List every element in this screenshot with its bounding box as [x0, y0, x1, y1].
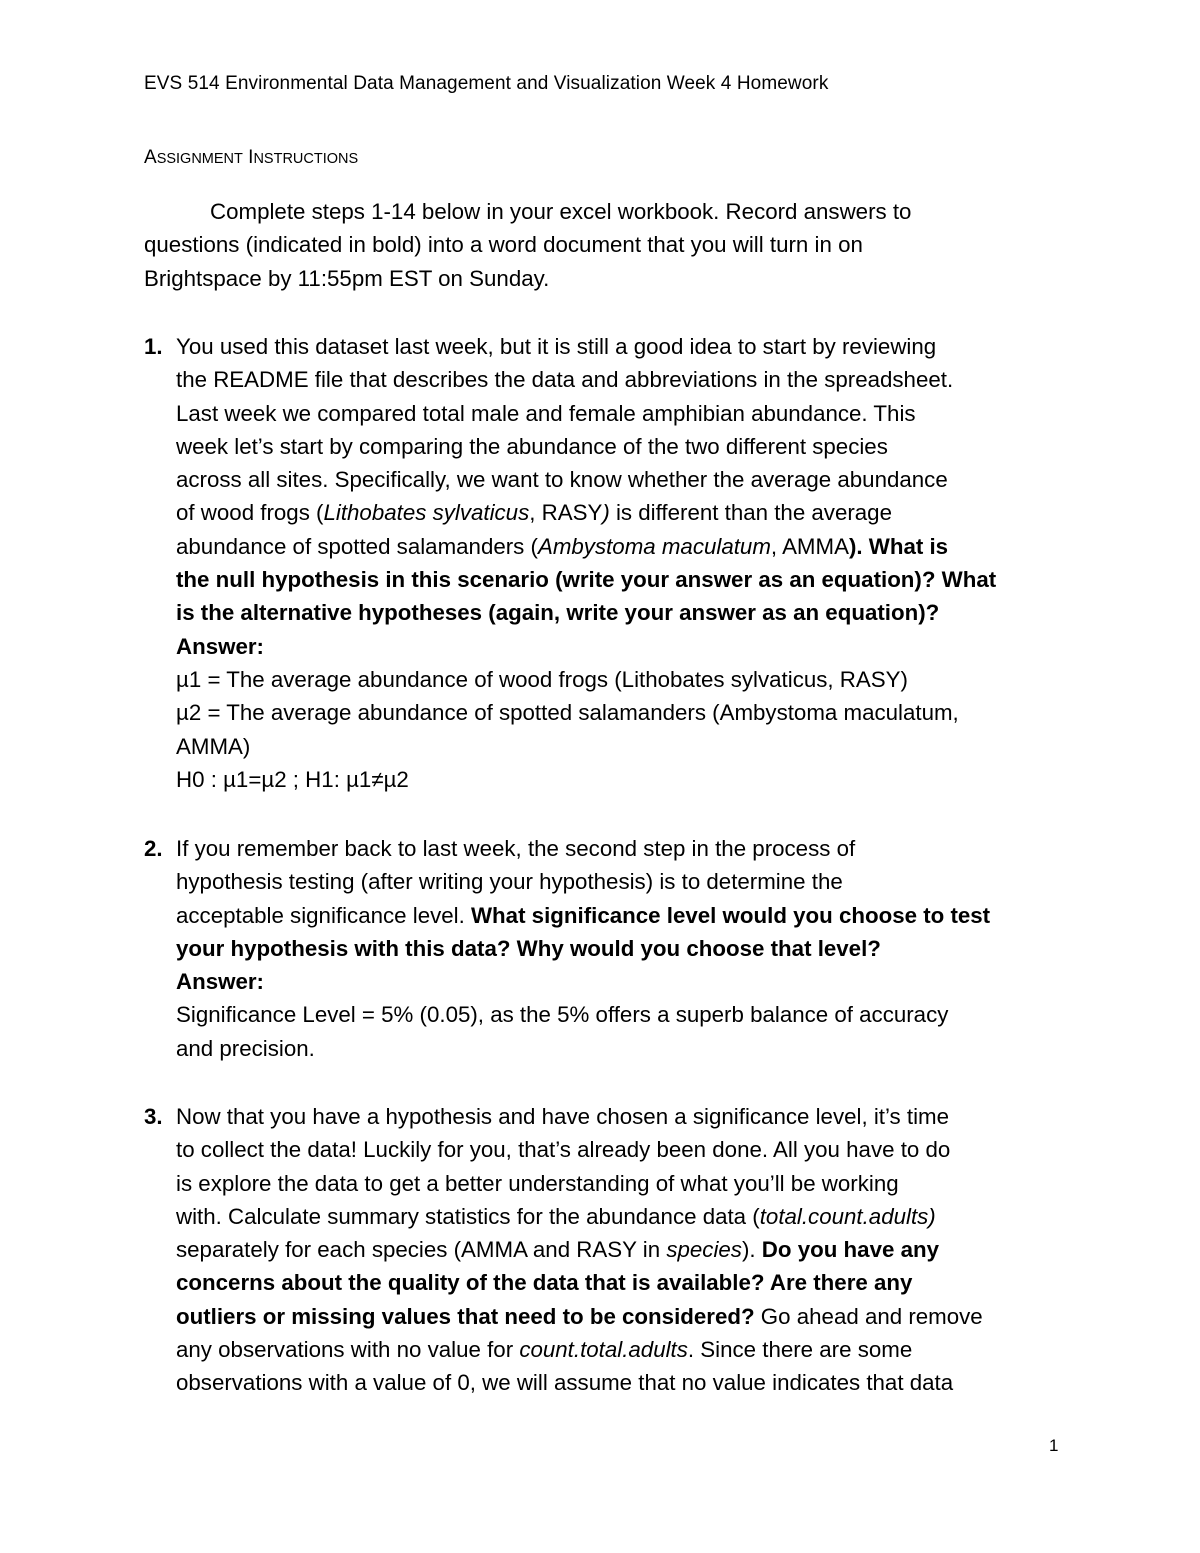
text-line [176, 530, 1064, 563]
item-number: 2. [144, 836, 163, 861]
answer-line: H0 : µ1=µ2 ; H1: µ1≠µ2 [176, 766, 409, 792]
page-header: EVS 514 Environmental Data Management and Visualization Week 4 Homework [144, 73, 829, 94]
text-run: Go ahead and remove [754, 1303, 983, 1329]
list-item-3 [144, 1100, 1064, 1400]
text-line: If you remember back to last week, the second step in the process of [176, 836, 856, 861]
answer-line: AMMA) [176, 733, 251, 759]
text-run: acceptable significance level. [176, 902, 471, 928]
heading-cap-1: A [144, 147, 157, 168]
text-run: . Since there are some [687, 1337, 913, 1363]
field-name: species [666, 1237, 742, 1263]
answer-line: and precision. [176, 1035, 315, 1061]
text-run: abundance of spotted salamanders ( [176, 533, 538, 559]
text-line: week let’s start by comparing the abundance of the two different species [176, 433, 888, 459]
text-line [176, 1300, 1064, 1333]
text-line [176, 1200, 1064, 1233]
text-run: , AMMA [770, 533, 849, 559]
answer-line: µ2 = The average abundance of spotted salamanders (Ambystoma maculatum, [176, 700, 959, 726]
question-text: is the alternative hypotheses (again, write your answer as an equation)? [176, 600, 940, 626]
text-run: of wood frogs ( [176, 500, 324, 526]
item-number: 1. [144, 334, 163, 359]
species-name: Lithobates sylvaticus [323, 500, 530, 526]
answer-line: µ1 = The average abundance of wood frogs (Lithobates sylvaticus, RASY) [176, 666, 908, 692]
text-line: to collect the data! Luckily for you, that’s already been done. All you have to do [176, 1137, 951, 1163]
item-number: 3. [144, 1104, 163, 1129]
text-run: with. Calculate summary statistics for the abundance data ( [176, 1203, 760, 1229]
text-line: Now that you have a hypothesis and have chosen a significance level, it’s time [176, 1104, 949, 1129]
question-text: ). What is [848, 533, 949, 559]
text-line: is explore the data to get a better understanding of what you’ll be working [176, 1170, 899, 1196]
text-line: observations with a value of 0, we will assume that no value indicates that data [176, 1370, 954, 1396]
text-run: ). [741, 1237, 762, 1263]
list-item-2 [144, 832, 1064, 1065]
question-text: concerns about the quality of the data that is available? Are there any [176, 1270, 913, 1296]
page-number: 1 [1049, 1436, 1059, 1455]
intro-paragraph [144, 195, 1044, 295]
answer-line: Significance Level = 5% (0.05), as the 5% offers a superb balance of accuracy [176, 1002, 949, 1028]
answer-label: Answer: [176, 969, 264, 995]
question-text: your hypothesis with this data? Why would you choose that level? [176, 935, 881, 961]
question-text: Do you have any [761, 1237, 939, 1263]
species-name: Ambystoma maculatum [537, 533, 771, 559]
text-line: across all sites. Specifically, we want to know whether the average abundance [176, 467, 948, 493]
text-line: hypothesis testing (after writing your hypothesis) is to determine the [176, 869, 843, 895]
intro-line: Brightspace by 11:55pm EST on Sunday. [144, 265, 550, 291]
text-run: , RASY [529, 500, 603, 526]
section-heading [144, 147, 358, 169]
text-line [176, 899, 1064, 932]
field-name: count.total.adults [519, 1337, 688, 1363]
text-line: the README file that describes the data and abbreviations in the spreadsheet. [176, 367, 954, 393]
intro-line: questions (indicated in bold) into a word document that you will turn in on [144, 232, 863, 258]
question-text: What significance level would you choose to test [471, 902, 991, 928]
heading-rest-2: NSTRUCTIONS [253, 151, 359, 167]
text-run: is different than the average [609, 500, 892, 526]
field-name: total.count.adults) [759, 1203, 936, 1229]
intro-line: Complete steps 1-14 below in your excel workbook. Record answers to [210, 199, 912, 224]
text-line: Last week we compared total male and female amphibian abundance. This [176, 400, 916, 426]
text-run: ) [602, 500, 610, 526]
answer-label: Answer: [176, 633, 264, 659]
list-item-1 [144, 330, 1064, 796]
heading-cap-2: I [248, 147, 254, 168]
text-run: any observations with no value for [176, 1337, 520, 1363]
question-text: the null hypothesis in this scenario (write your answer as an equation)? What [176, 567, 997, 593]
text-line: You used this dataset last week, but it is still a good idea to start by reviewing [176, 334, 937, 359]
text-line [176, 496, 1064, 529]
heading-rest-1: SSIGNMENT [156, 151, 243, 167]
text-run: separately for each species (AMMA and RASY in [176, 1237, 667, 1263]
text-line [176, 1233, 1064, 1266]
text-line [176, 1333, 1064, 1366]
question-text: outliers or missing values that need to be considered? [176, 1303, 755, 1329]
